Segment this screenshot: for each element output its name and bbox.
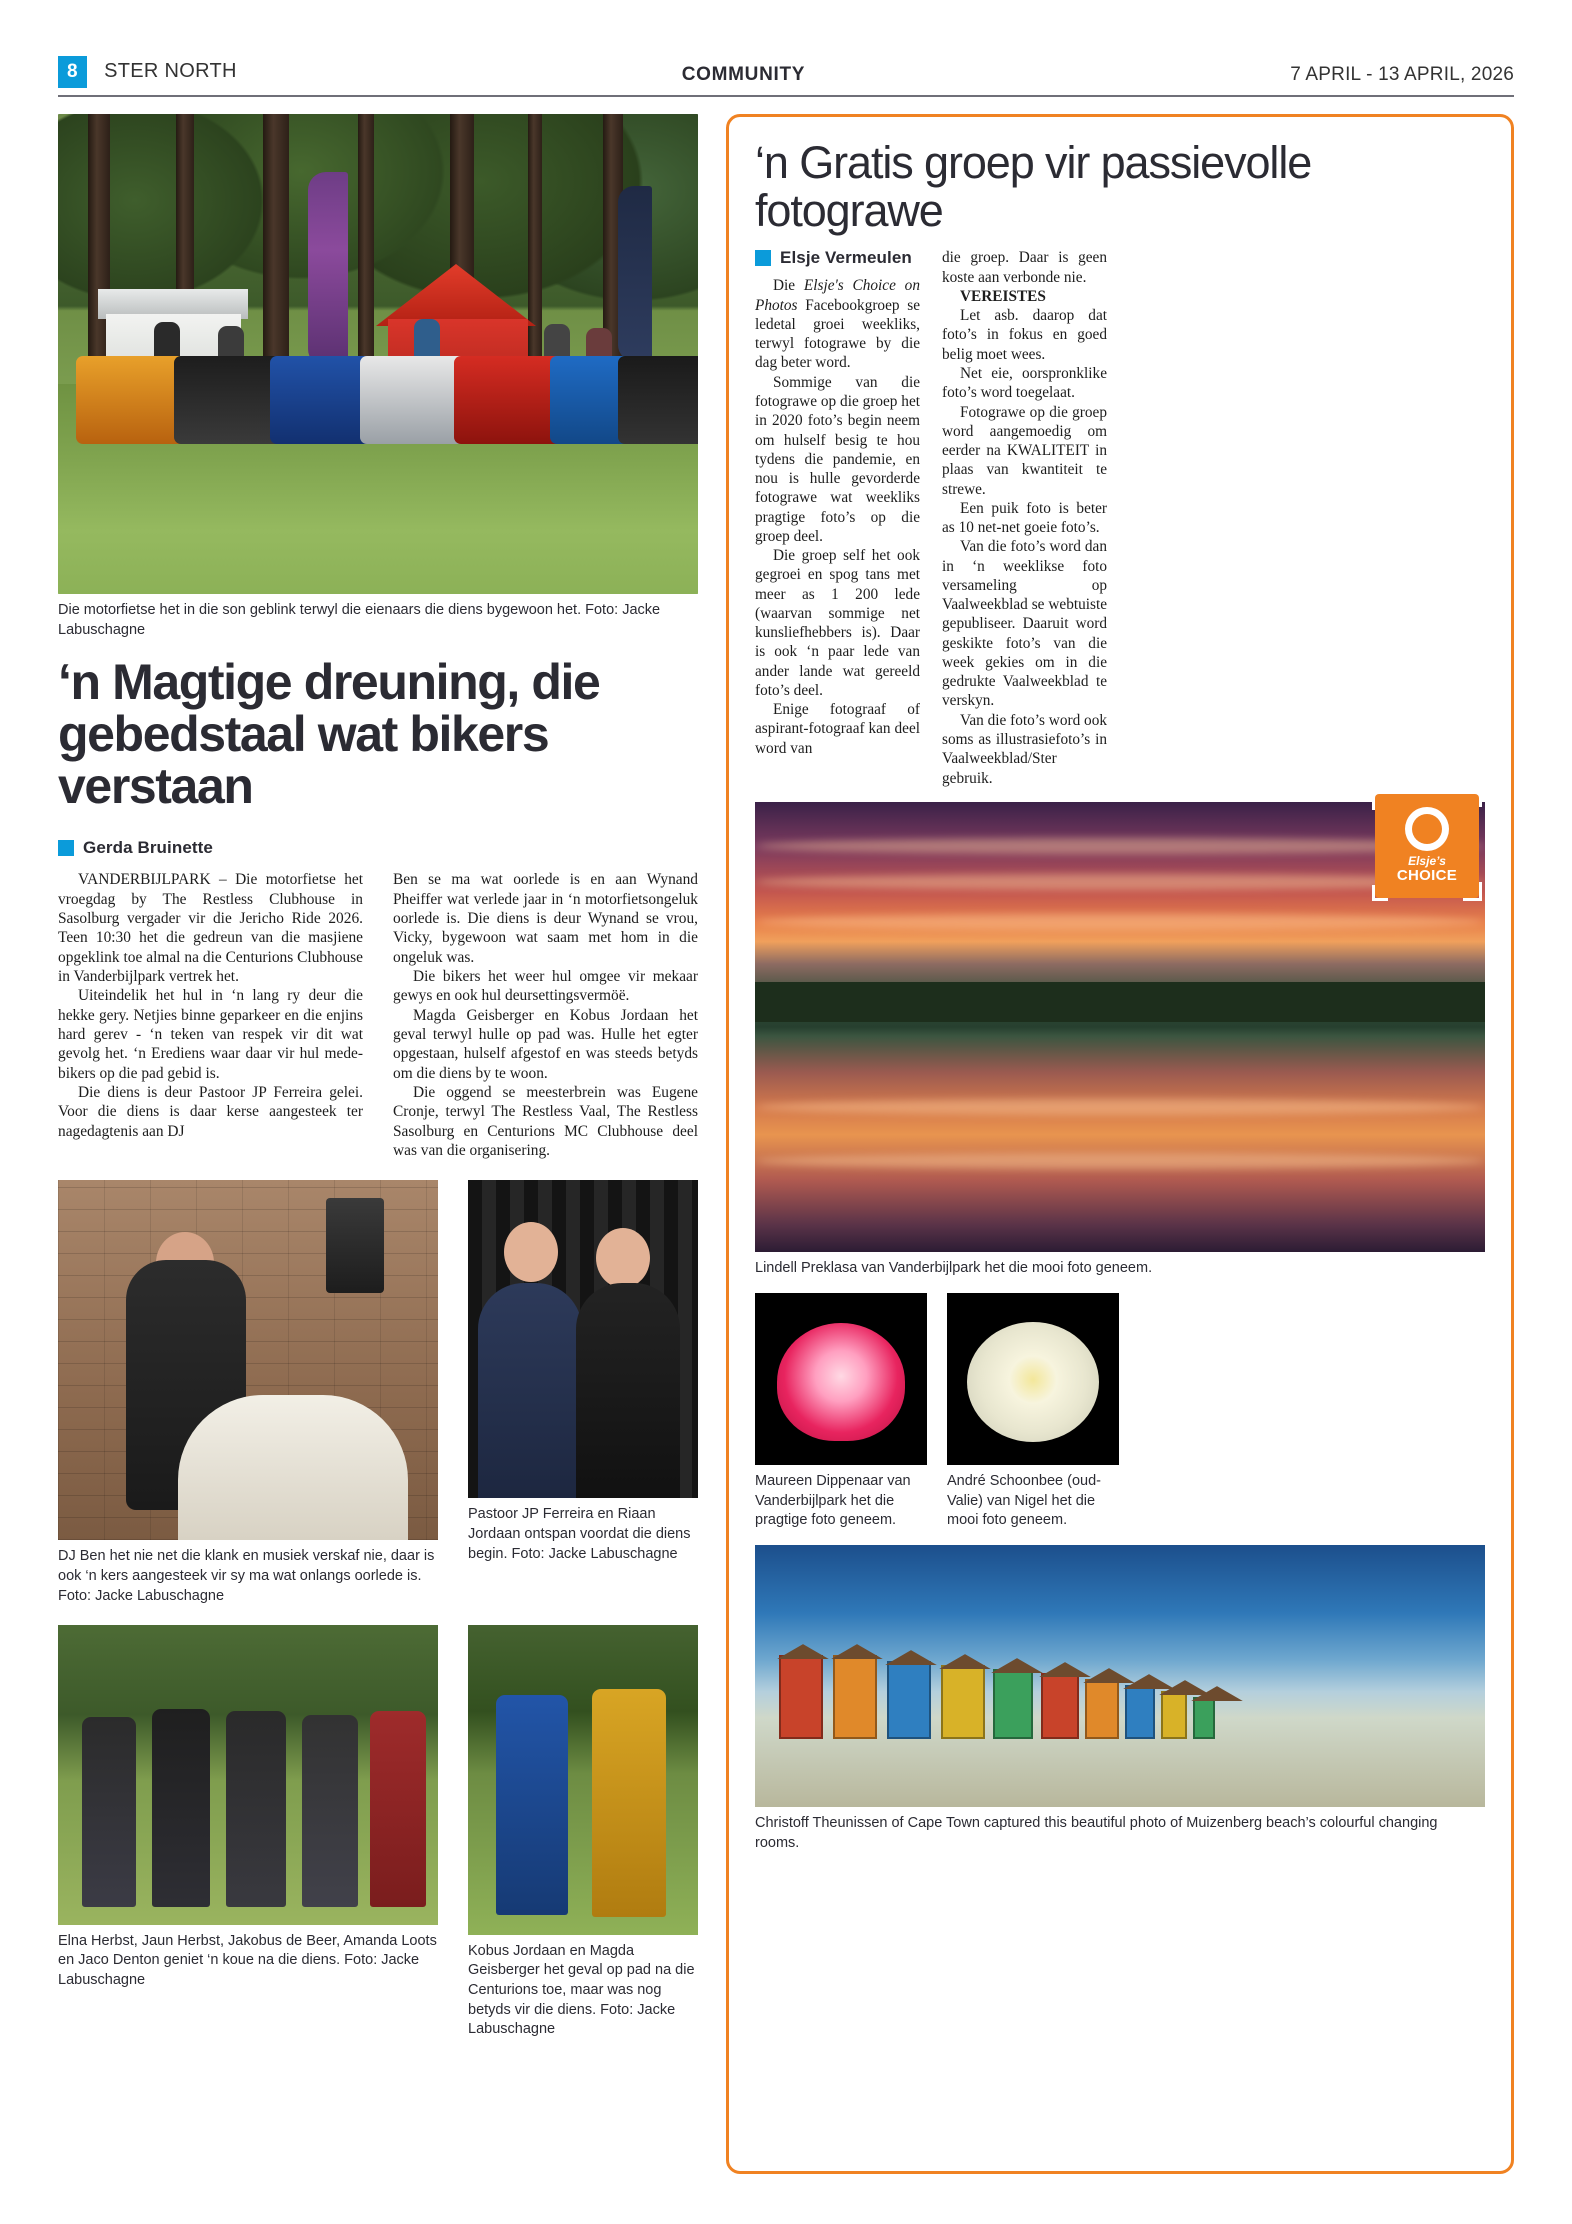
dj-photo-block [58, 1180, 438, 1606]
cloud-reflection [755, 1153, 1485, 1169]
beach-hut [993, 1669, 1033, 1739]
event-banner-flag [308, 172, 348, 367]
sidebar-paragraph: die groep. Daar is geen koste aan verbonde nie. [942, 249, 1107, 286]
tree-line [755, 982, 1485, 1023]
group-photo-caption: Elna Herbst, Jaun Herbst, Jakobus de Beer, Amanda Loots en Jaco Denton geniet ‘n koue na die diens. Foto: Jacke Labuschagne [58, 1932, 437, 1988]
two-men-photo-block [468, 1180, 698, 1606]
group-name-italic: Elsje's Choice on Photos [755, 277, 920, 314]
rider [496, 1695, 568, 1915]
flower-photo-row [755, 1293, 1485, 1532]
article-byline [58, 838, 698, 858]
column-gutter [698, 114, 726, 2174]
article-paragraph: Die oggend se meesterbrein was Eugene Cronje, terwyl The Restless Vaal, The Restless Sasolburg en Centurions MC Clubhouse deel was van die organisering. [393, 1084, 698, 1160]
sidebar-paragraph: Van die foto’s word dan in ‘n weeklikse foto versameling op Vaalweekblad se webtuiste gepubliseer. Daaruit word geskikte foto’s van die week gekies om in die gedrukte Vaalweekblad te verskyn. [942, 538, 1107, 710]
draped-table [178, 1395, 408, 1540]
sidebar-byline [755, 248, 920, 268]
main-article-column [58, 114, 698, 2174]
article-paragraph: Die bikers het weer hul omgee vir mekaar gewys en ook hul deursettingsvermöë. [393, 968, 698, 1005]
byline-marker-icon [58, 840, 74, 856]
kobus-photo-block [468, 1625, 698, 2041]
white-rose [967, 1322, 1099, 1442]
kobus-magda-photo [468, 1625, 698, 1935]
sidebar-column [726, 114, 1514, 2174]
white-flower-photo [947, 1293, 1119, 1465]
article-paragraph: VANDERBIJLPARK – Die motorfietse het vroegdag by The Restless Clubhouse in Sasolburg vergader vir die Jericho Ride 2026. Teen 10:30 het die gedreun van die masjiene opgeklink toe almal na die Centurions Clubhouse in Vanderbijlpark vertrek het. [58, 871, 363, 986]
group-photo-block [58, 1625, 438, 2041]
elsjes-choice-badge [1375, 794, 1479, 898]
article-headline: ‘n Magtige dreuning, die gebedstaal wat bikers verstaan [58, 654, 600, 815]
beach-hut [1041, 1673, 1079, 1739]
sidebar-paragraph: Die Elsje's Choice on Photos Facebookgroep se ledetal groei weekliks, terwyl fotograwe by die dag beter word. [755, 277, 920, 372]
article-column-1 [58, 870, 363, 1160]
sidebar-column-2 [942, 248, 1107, 787]
group-member [226, 1711, 286, 1907]
article-paragraph: Magda Geisberger en Kobus Jordaan het geval terwyl hulle op pad was. Hulle het egter opgestaan, hulself afgestof en was steeds betyds om die diens by te woon. [393, 1006, 698, 1082]
sunset-photo-caption: Lindell Preklasa van Vanderbijlpark het die mooi foto geneem. [755, 1259, 1153, 1276]
beach-hut [941, 1665, 985, 1739]
dj-photo-caption: DJ Ben het nie net die klank en musiek verskaf nie, daar is ook ‘n kers aangesteek vir sy ma wat onlangs oorlede is. Foto: Jacke Labuschagne [58, 1548, 435, 1604]
badge-corner [1466, 791, 1482, 807]
sidebar-paragraph: Enige fotograaf of aspirant-fotograaf kan deel word van [755, 701, 920, 757]
event-banner-flag [618, 186, 652, 361]
man-head [596, 1228, 650, 1288]
motorcycle [618, 356, 698, 444]
white-flower-block [947, 1293, 1119, 1532]
sidebar-headline: ‘n Gratis groep vir passievolle fotograwe [755, 137, 1312, 236]
pink-rose [777, 1323, 905, 1441]
hero-photo-caption: Die motorfietse het in die son geblink terwyl die eienaars die diens bygewoon het. Foto: Jacke Labuschagne [58, 602, 661, 638]
pink-flower-block [755, 1293, 927, 1532]
section-title: COMMUNITY [681, 64, 806, 85]
byline-author: Gerda Bruinette [83, 838, 213, 858]
beach-hut [887, 1661, 931, 1739]
beach-huts-photo [755, 1545, 1485, 1807]
issue-date: 7 APRIL - 13 APRIL, 2026 [1290, 64, 1514, 85]
badge-line-1: Elsje’s [1408, 854, 1446, 869]
pastoor-riaan-photo [468, 1180, 698, 1498]
sidebar-column-1 [755, 248, 920, 787]
beach-hut [833, 1655, 877, 1739]
photo-row-top [58, 1180, 698, 1606]
hero-bikes-photo [58, 114, 698, 594]
rider [592, 1689, 666, 1917]
photo-row-bottom [58, 1625, 698, 2041]
badge-line-2: CHOICE [1396, 867, 1458, 885]
sidebar-paragraph: Een puik foto is beter as 10 net-net goeie foto’s. [942, 499, 1107, 537]
man-right [576, 1283, 680, 1498]
two-men-photo-caption: Pastoor JP Ferreira en Riaan Jordaan ontspan voordat die diens begin. Foto: Jacke Labuschagne [468, 1506, 691, 1562]
badge-corner [1372, 885, 1388, 901]
page-number-badge: 8 [58, 56, 87, 88]
sidebar-paragraph: Fotograwe op die groep word aangemoedig om eerder na KWALITEIT in plaas van kwantiteit te strewe. [942, 403, 1107, 498]
article-column-2 [393, 870, 698, 1160]
sidebar-byline-author: Elsje Vermeulen [780, 248, 912, 268]
group-member [302, 1715, 358, 1907]
beach-hut [1193, 1697, 1215, 1739]
pink-flower-photo [755, 1293, 927, 1465]
group-member [370, 1711, 426, 1907]
article-paragraph: Uiteindelik het hul in ‘n lang ry deur die hekke gery. Netjies binne geparkeer en die enjins hard gerev - ‘n teken van respek vir dit wat gevolg het. ‘n Erediens waar daar vir hul mede-bikers op die pad gebid is. [58, 987, 363, 1082]
white-flower-caption: André Schoonbee (oud-Valie) van Nigel het die mooi foto geneem. [947, 1472, 1101, 1529]
sidebar-paragraph: Net eie, oorspronklike foto’s word toegelaat. [942, 364, 1107, 402]
pa-speaker [326, 1198, 384, 1293]
sidebar-subheading: VEREISTES [960, 287, 1046, 305]
elsjes-choice-box [726, 114, 1514, 2174]
beach-hut [1125, 1685, 1155, 1739]
kobus-photo-caption: Kobus Jordaan en Magda Geisberger het geval op pad na die Centurions toe, maar was nog betyds vir die diens. Foto: Jacke Labuschagne [468, 1942, 695, 2038]
sidebar-paragraph: Van die foto’s word ook soms as illustrasiefoto’s in Vaalweekblad/Ster gebruik. [942, 711, 1108, 787]
article-text [58, 870, 698, 1160]
man-left [478, 1283, 582, 1498]
sidebar-paragraph: Die groep self het ook gegroei en spog tans met meer as 1 200 lede (waarvan sommige net kunsliefhebbers is). Daar is ook ‘n paar lede van ander lande wat gereeld foto’s deel. [755, 547, 920, 699]
group-member [82, 1717, 136, 1907]
man-head [504, 1222, 558, 1282]
sidebar-paragraph: Let asb. daarop dat foto’s in fokus en goed belig moet wees. [942, 307, 1107, 363]
article-paragraph: Ben se ma wat oorlede is en aan Wynand Pheiffer wat verlede jaar in ‘n motorfietsongeluk oorlede is. Die diens is deur Wynand se vrou, Vicky, bygewoon wat saam met hom in die ongeluk was. [393, 871, 698, 966]
page-body [58, 114, 1514, 2174]
dj-ben-photo [58, 1180, 438, 1540]
beach-hut [1085, 1679, 1119, 1739]
masthead-divider [58, 95, 1514, 97]
publication-title: STER NORTH [104, 59, 237, 82]
beach-hut [1161, 1691, 1187, 1739]
pink-flower-caption: Maureen Dippenaar van Vanderbijlpark het die pragtige foto geneem. [755, 1472, 911, 1529]
sidebar-text [755, 248, 1485, 787]
cloud-reflection [755, 1099, 1485, 1115]
sunset-photo-block [755, 802, 1485, 1252]
group-photo [58, 1625, 438, 1925]
aperture-icon [1405, 807, 1449, 851]
article-paragraph: Die diens is deur Pastoor JP Ferreira gelei. Voor die diens is daar kerse aangesteek ter nagedagtenis aan DJ [58, 1084, 363, 1140]
beach-hut [779, 1655, 823, 1739]
masthead [58, 0, 1514, 88]
sidebar-paragraph: Sommige van die fotograwe op die groep het in 2020 foto’s begin neem om hulself besig te hou tydens die pandemie, en nou is hulle gevorderde fotograwe wat weekliks pragtige foto’s op die groep deel. [755, 373, 920, 545]
article-photo-grid [58, 1180, 698, 2040]
group-member [152, 1709, 210, 1907]
byline-marker-icon [755, 250, 771, 266]
beach-photo-caption: Christoff Theunissen of Cape Town captured this beautiful photo of Muizenberg beach’s colourful changing rooms. [755, 1815, 1438, 1852]
